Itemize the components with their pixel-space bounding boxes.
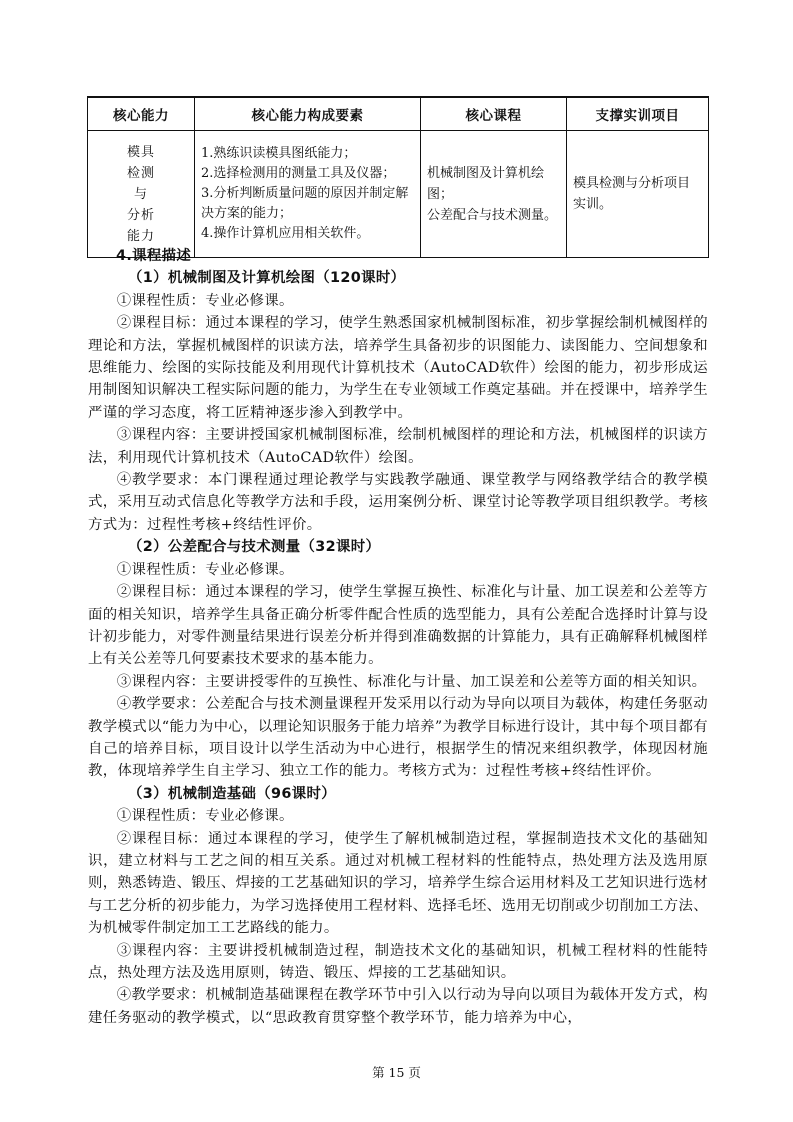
cell-core-courses — [421, 131, 567, 258]
course-description — [88, 245, 708, 1029]
cell-ability-elements — [195, 131, 421, 258]
core-ability-table — [87, 96, 709, 258]
course-paragraph: ④教学要求：机械制造基础课程在教学环节中引入以行动为导向以项目为载体开发方式，构建任务驱动的教学模式，以“思政教育贯穿整个教学环节，能力培养为中心， — [88, 987, 708, 1026]
header-core-courses: 核心课程 — [421, 97, 567, 131]
element-item: 2.选择检测用的测量工具及仪器； — [201, 166, 396, 181]
cell-training-projects: 模具检测与分析项目实训。 — [567, 131, 709, 258]
course-block — [88, 536, 708, 782]
course-paragraph: ①课程性质：专业必修课。 — [116, 808, 294, 825]
ability-line: 与 — [133, 186, 148, 202]
ability-line: 分析 — [126, 207, 155, 223]
element-item: 4.操作计算机应用相关软件。 — [201, 226, 370, 241]
element-item: 3.分析判断质量问题的原因并制定解决方案的能力； — [201, 186, 409, 221]
course-item: 机械制图及计算机绘图； — [427, 165, 545, 202]
course-heading: （2）公差配合与技术测量（32课时） — [128, 539, 381, 556]
cell-core-ability — [88, 131, 195, 258]
header-core-ability: 核心能力 — [88, 97, 195, 131]
course-paragraph: ④教学要求：本门课程通过理论教学与实践教学融通、课堂教学与网络教学结合的教学模式，采用互动式信息化等教学方法和手段，运用案例分析、课堂讨论等教学项目组织教学。考核方式为：过程性考核+终结性评价。 — [88, 472, 708, 533]
course-paragraph: ②课程目标：通过本课程的学习，使学生熟悉国家机械制图标准，初步掌握绘制机械图样的理论和方法，掌握机械图样的识读方法，培养学生具备初步的识图能力、读图能力、空间想象和思维能力、绘图的实际技能及利用现代计算机技术（AutoCAD软件）绘图的能力，初步形成运用制图知识解决工程实际问题的能力，为学生在专业领域工作奠定基础。并在授课中，培养学生严谨的学习态度，将工匠精神逐步渗入到教学中。 — [88, 315, 708, 421]
course-paragraph: ③课程内容：主要讲授国家机械制图标准，绘制机械图样的理论和方法，机械图样的识读方法，利用现代计算机技术（AutoCAD软件）绘图。 — [88, 427, 708, 466]
course-paragraph: ③课程内容：主要讲授零件的互换性、标准化与计量、加工误差和公差等方面的相关知识。 — [116, 673, 707, 690]
course-block — [88, 267, 708, 536]
ability-line: 模具 — [126, 144, 155, 160]
element-item: 1.熟练识读模具图纸能力； — [201, 146, 357, 161]
header-training-projects: 支撑实训项目 — [567, 97, 709, 131]
course-heading: （1）机械制图及计算机绘图（120课时） — [128, 270, 406, 287]
course-paragraph: ①课程性质：专业必修课。 — [116, 292, 294, 309]
header-ability-elements: 核心能力构成要素 — [195, 97, 421, 131]
course-paragraph: ①课程性质：专业必修课。 — [116, 561, 294, 578]
course-item: 公差配合与技术测量。 — [427, 207, 558, 223]
course-block — [88, 783, 708, 1029]
table-header-row — [88, 97, 709, 131]
course-paragraph: ④教学要求：公差配合与技术测量课程开发采用以行动为导向以项目为载体，构建任务驱动教学模式以“能力为中心，以理论知识服务于能力培养”为教学目标进行设计，其中每个项目都有自己的培养目标，项目设计以学生活动为中心进行，根据学生的情况来组织教学，体现因材施教，体现培养学生自主学习、独立工作的能力。考核方式为：过程性考核+终结性评价。 — [88, 696, 708, 780]
course-heading: （3）机械制造基础（96课时） — [128, 785, 336, 802]
table-row — [88, 131, 709, 258]
ability-line: 检测 — [126, 165, 155, 181]
section-heading: 4.课程描述 — [116, 248, 192, 264]
course-paragraph: ③课程内容：主要讲授机械制造过程，制造技术文化的基础知识，机械工程材料的性能特点，热处理方法及选用原则，铸造、锻压、焊接的工艺基础知识。 — [88, 942, 708, 981]
course-paragraph: ②课程目标：通过本课程的学习，使学生掌握互换性、标准化与计量、加工误差和公差等方面的相关知识，培养学生具备正确分析零件配合性质的选型能力，具有公差配合选择时计算与设计初步能力，对零件测量结果进行误差分析并得到准确数据的计算能力，具有正确解释机械图样上有关公差等几何要素技术要求的基本能力。 — [88, 584, 708, 668]
ability-line: 能力 — [126, 228, 155, 244]
course-paragraph: ②课程目标：通过本课程的学习，使学生了解机械制造过程，掌握制造技术文化的基础知识，建立材料与工艺之间的相互关系。通过对机械工程材料的性能特点，热处理方法及选用原则，熟悉铸造、锻压、焊接的工艺基础知识的学习，培养学生综合运用材料及工艺知识进行选材与工艺分析的初步能力，为学习选择使用工程材料、选择毛坯、选用无切削或少切削加工方法、为机械零件制定加工工艺路线的能力。 — [88, 830, 708, 937]
page-number: 第 15 页 — [372, 1065, 421, 1080]
